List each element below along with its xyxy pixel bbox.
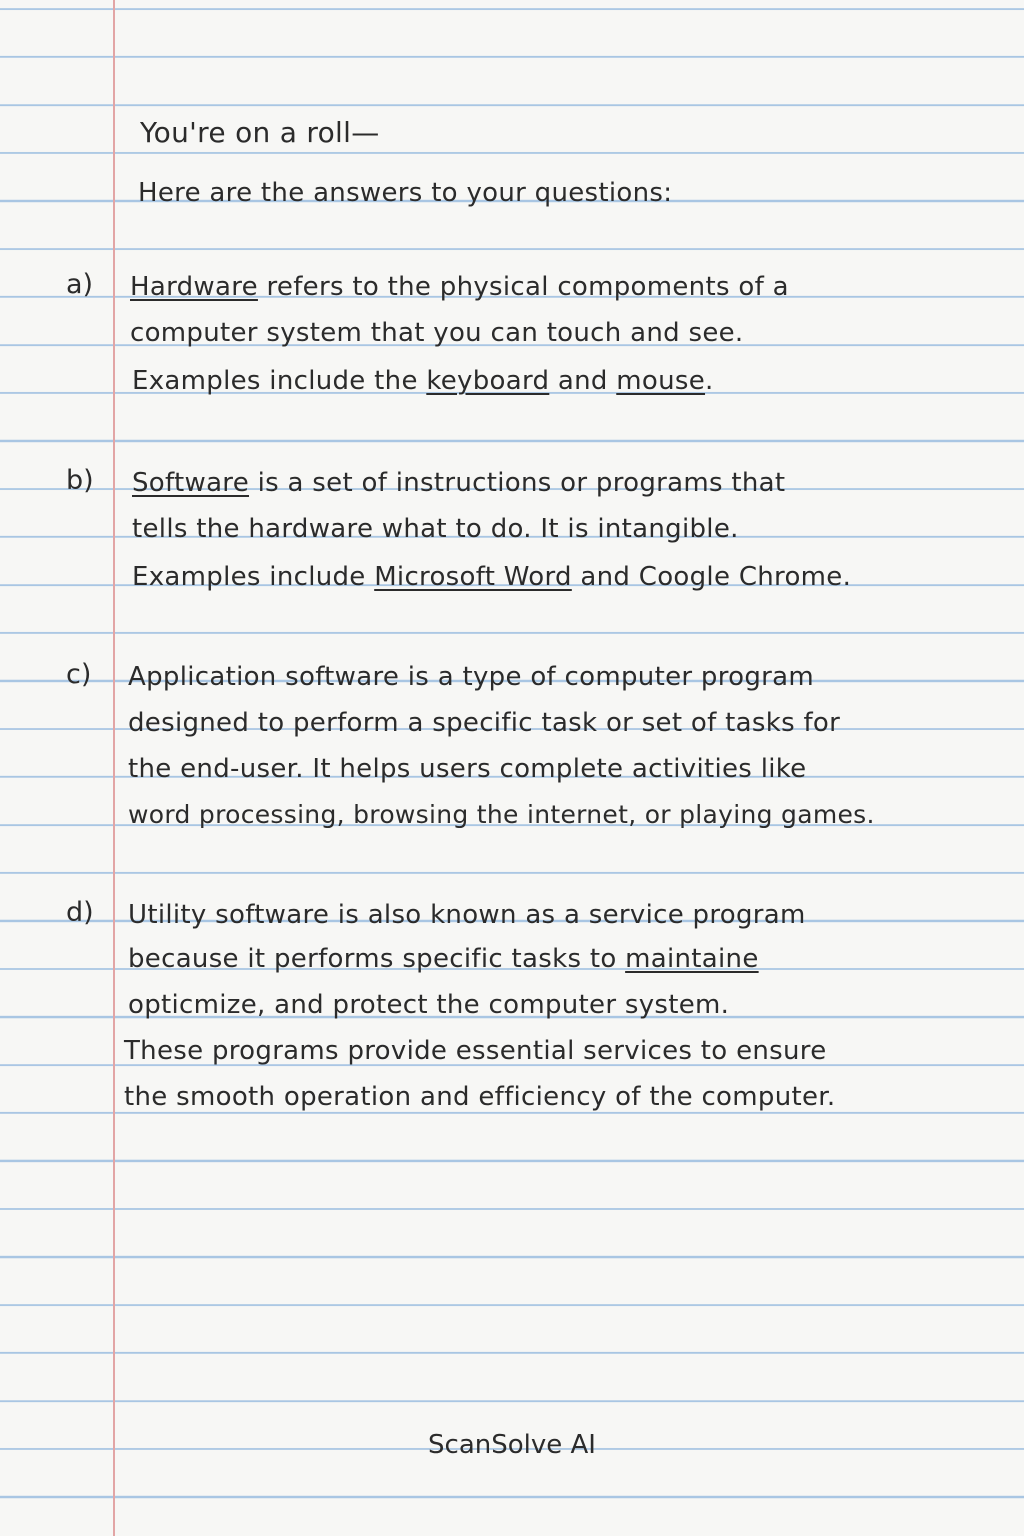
intro-line: Here are the answers to your questions:	[138, 178, 673, 208]
item-b-line-3-pre: Examples include	[132, 562, 375, 592]
item-a-line-1	[130, 270, 789, 304]
item-c-line-2: designed to perform a specific task or set of tasks for	[128, 708, 841, 738]
example-mouse: mouse	[616, 366, 706, 396]
item-a-line-2: computer system that you can touch and see.	[130, 318, 744, 348]
item-a-line-3-post: .	[705, 366, 714, 396]
item-b-line-3-mid: and Coogle Chrome.	[571, 562, 852, 592]
item-a-line-3-mid: and	[549, 366, 617, 396]
example-keyboard: keyboard	[426, 366, 550, 396]
term-software: Software	[132, 468, 250, 498]
term-maintaine: maintaine	[625, 944, 759, 974]
example-microsoft-word: Microsoft Word	[374, 562, 572, 592]
item-d-line-1: Utility software is also known as a service program	[128, 900, 806, 930]
item-d-line-4: These programs provide essential services to ensure	[124, 1036, 827, 1066]
item-label-a: a)	[66, 269, 94, 300]
item-d-line-3: opticmize, and protect the computer system.	[128, 990, 730, 1020]
item-label-b: b)	[66, 465, 94, 496]
item-b-line-1-mid: is a set of instructions or programs that	[249, 468, 786, 498]
item-a-line-1-mid: refers to the physical compoments of a	[257, 272, 789, 302]
item-b-line-2: tells the hardware what to do. It is intangible.	[132, 514, 739, 544]
item-label-c: c)	[66, 659, 92, 690]
greeting-line: You're on a roll—	[140, 116, 380, 149]
footer-brand: ScanSolve AI	[428, 1430, 596, 1460]
item-a-line-3	[132, 364, 714, 398]
item-label-d: d)	[66, 897, 94, 928]
margin-line	[113, 0, 115, 1536]
item-c-line-1: Application software is a type of computer program	[128, 662, 814, 692]
item-b-line-3	[132, 560, 851, 594]
term-hardware: Hardware	[130, 272, 258, 302]
item-a-line-3-pre: Examples include the	[132, 366, 427, 396]
item-c-line-4: word processing, browsing the internet, or playing games.	[128, 800, 875, 829]
item-b-line-1	[132, 466, 785, 500]
item-d-line-2	[128, 942, 759, 976]
item-d-line-2-pre: because it performs specific tasks to	[128, 944, 626, 974]
item-d-line-5: the smooth operation and efficiency of the computer.	[124, 1082, 836, 1112]
item-c-line-3: the end-user. It helps users complete activities like	[128, 754, 807, 784]
